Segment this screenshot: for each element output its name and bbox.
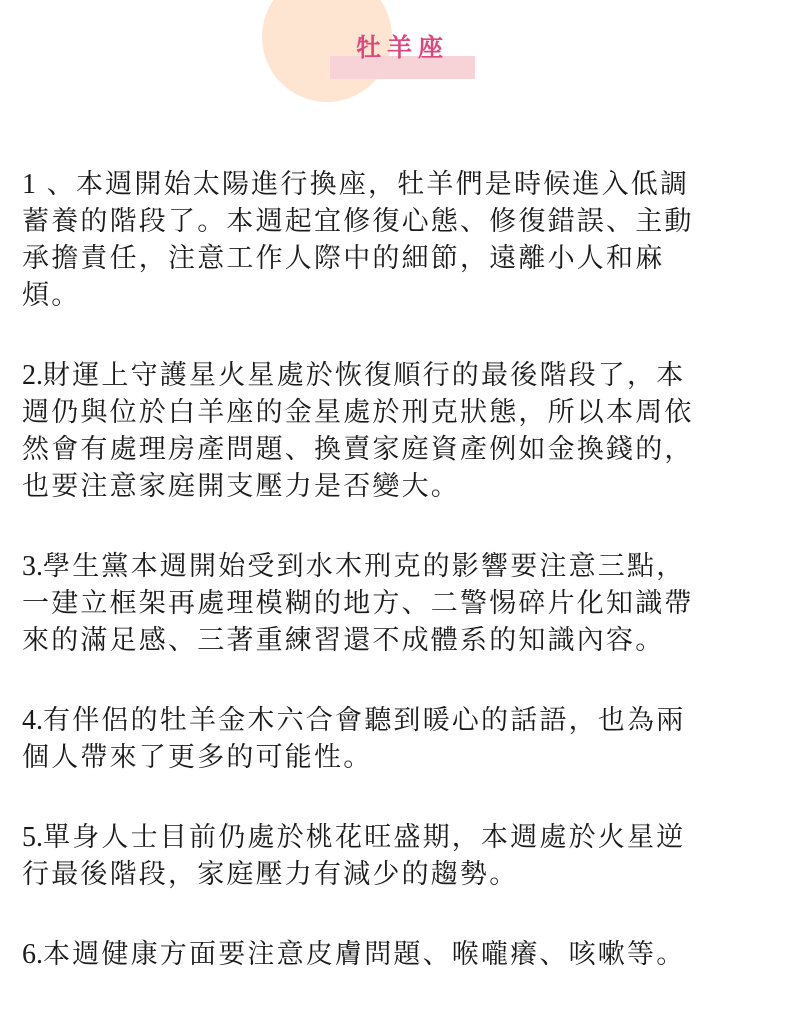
paragraph-2 <box>22 357 782 505</box>
paragraph-number: 2. <box>22 360 43 391</box>
paragraph-text: 學生黨本週開始受到水木刑克的影響要注意三點， 一建立框架再處理模糊的地方、二警惕碎片化知識帶 來的滿足感、三著重練習還不成體系的知識內容。 <box>22 551 694 656</box>
paragraph-5 <box>22 819 782 893</box>
paragraph-1 <box>22 166 782 314</box>
paragraph-text: 、本週開始太陽進行換座，牡羊們是時候進入低調 蓄養的階段了。本週起宜修復心態、修復錯誤、主動 承擔責任，注意工作人際中的細節，遠離小人和麻 煩。 <box>22 169 694 311</box>
paragraph-text: 單身人士目前仍處於桃花旺盛期，本週處於火星逆 行最後階段，家庭壓力有減少的趨勢。 <box>22 822 686 890</box>
paragraph-text: 財運上守護星火星處於恢復順行的最後階段了，本 週仍與位於白羊座的金星處於刑克狀態，所以本周依 然會有處理房產問題、換賣家庭資產例如金換錢的， 也要注意家庭開支壓力是否變大。 <box>22 360 694 502</box>
paragraph-4 <box>22 702 782 776</box>
paragraph-6 <box>22 936 782 973</box>
horoscope-content <box>22 166 782 1016</box>
paragraph-number: 3. <box>22 551 43 582</box>
paragraph-number: 5. <box>22 822 43 853</box>
paragraph-3 <box>22 548 782 659</box>
paragraph-number: 4. <box>22 705 43 736</box>
page-title: 牡羊座 <box>355 33 449 62</box>
paragraph-text: 本週健康方面要注意皮膚問題、喉嚨癢、咳嗽等。 <box>43 939 686 970</box>
paragraph-number: 6. <box>22 939 43 970</box>
paragraph-number: 1 <box>22 169 36 200</box>
paragraph-text: 有伴侶的牡羊金木六合會聽到暖心的話語，也為兩 個人帶來了更多的可能性。 <box>22 705 686 773</box>
